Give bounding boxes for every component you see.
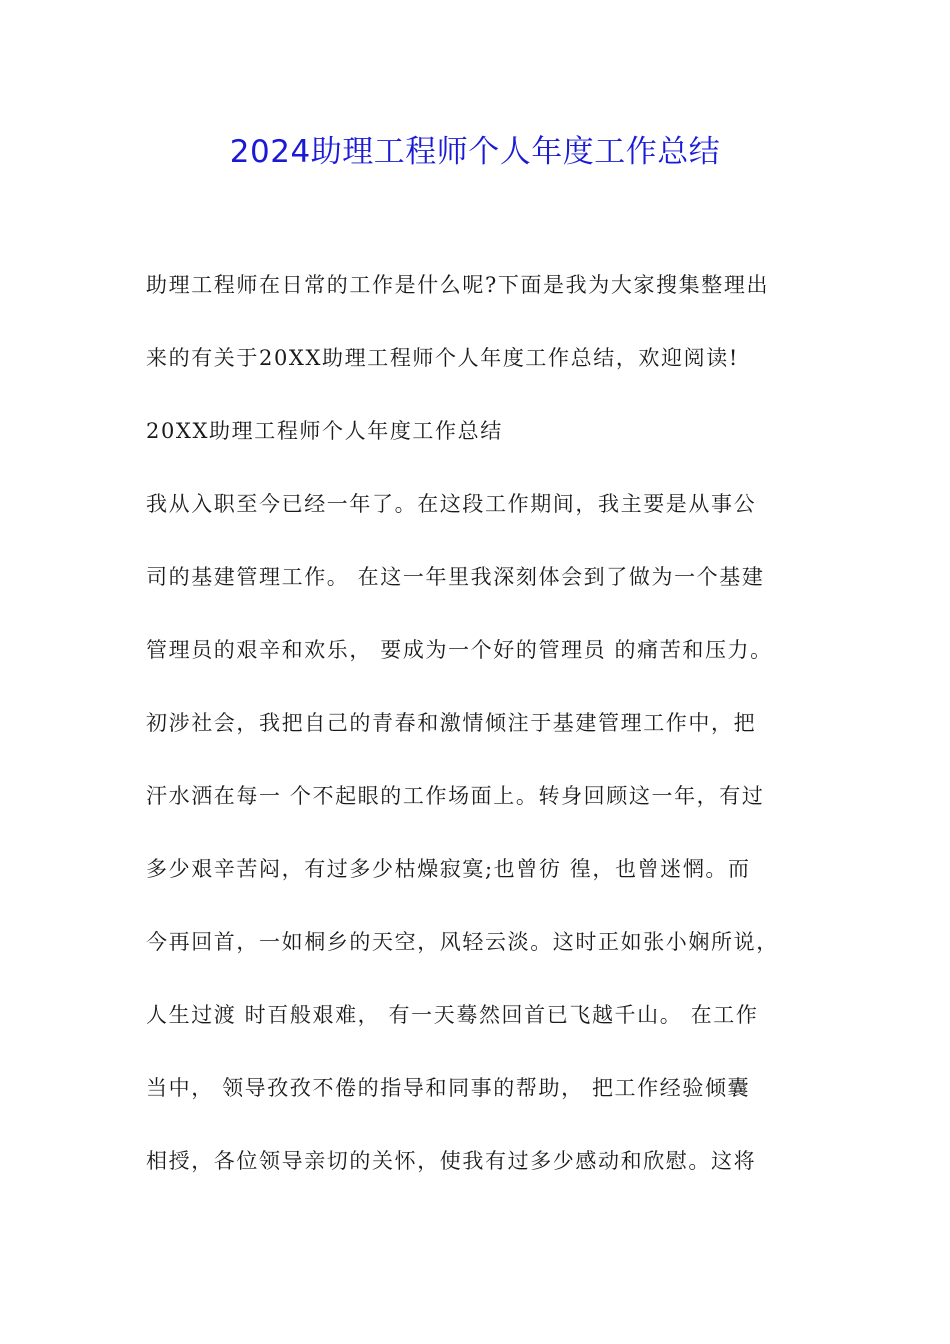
- text-line: 当中， 领导孜孜不倦的指导和同事的帮助， 把工作经验倾囊: [146, 1076, 751, 1100]
- text-line: 我从入职至今已经一年了。在这段工作期间，我主要是从事公: [146, 492, 757, 516]
- text-line: 初涉社会，我把自己的青春和激情倾注于基建管理工作中，把: [146, 711, 757, 735]
- text-line: 汗水洒在每一 个不起眼的工作场面上。转身回顾这一年，有过: [146, 784, 765, 808]
- text-line: 司的基建管理工作。 在这一年里我深刻体会到了做为一个基建: [146, 565, 765, 589]
- document-title: 2024助理工程师个人年度工作总结: [229, 134, 721, 170]
- text-line: 今再回首，一如桐乡的天空，风轻云淡。这时正如张小娴所说，: [146, 930, 779, 954]
- text-line: 相授，各位领导亲切的关怀，使我有过多少感动和欣慰。这将: [146, 1149, 757, 1173]
- text-line: 多少艰辛苦闷，有过多少枯燥寂寞;也曾彷 徨，也曾迷惘。而: [146, 857, 751, 881]
- section-heading: 20XX助理工程师个人年度工作总结: [146, 419, 503, 443]
- text-line: 来的有关于20XX助理工程师个人年度工作总结，欢迎阅读!: [146, 346, 739, 370]
- text-line: 助理工程师在日常的工作是什么呢?下面是我为大家搜集整理出: [146, 273, 770, 297]
- document-body: [146, 258, 846, 1207]
- text-line: 人生过渡 时百般艰难， 有一天蓦然回首已飞越千山。 在工作: [146, 1003, 759, 1027]
- text-line: 管理员的艰辛和欢乐， 要成为一个好的管理员 的痛苦和压力。: [146, 638, 773, 662]
